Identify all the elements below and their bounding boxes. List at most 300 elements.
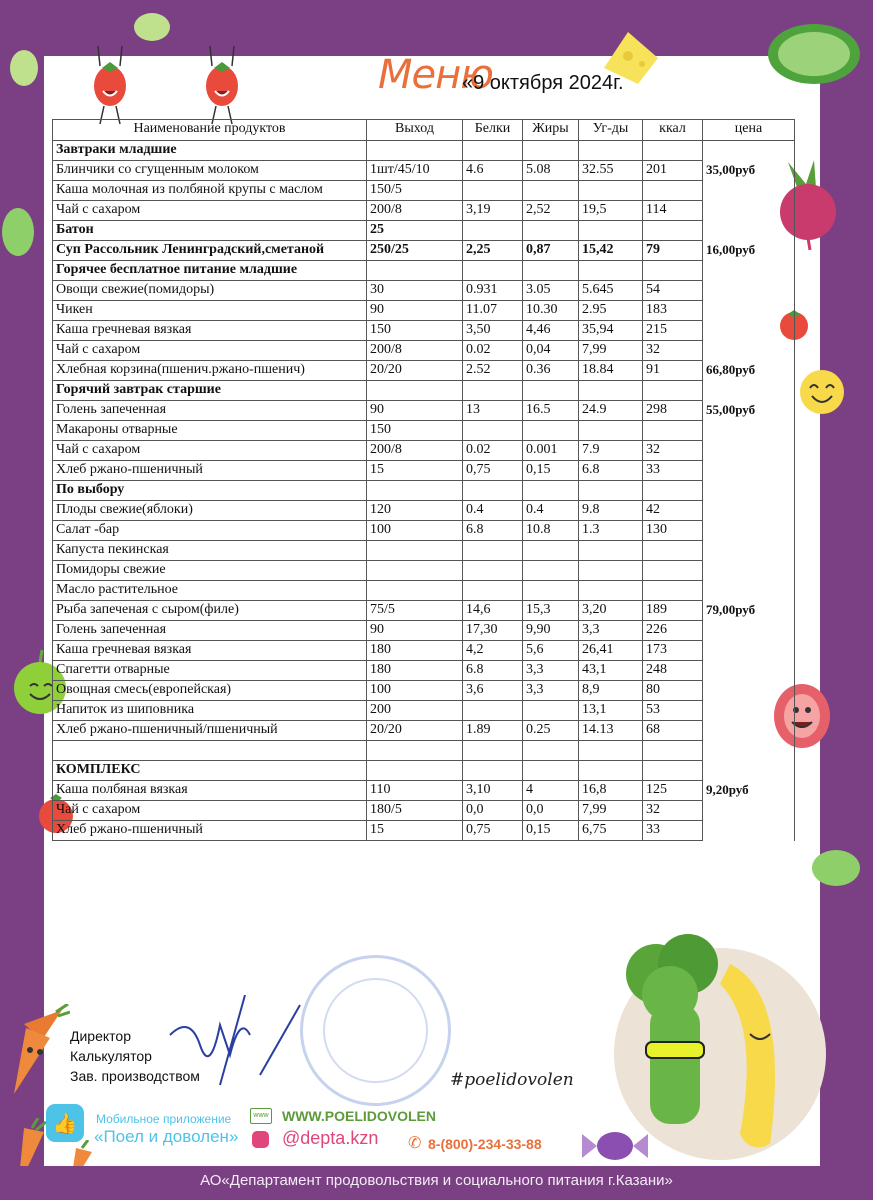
nutrition-cell: 180/5 [367,801,463,821]
nutrition-cell: 226 [643,621,703,641]
section-row [53,261,795,281]
www-icon: www [250,1108,272,1124]
nutrition-cell [463,381,523,401]
nutrition-cell: 16,8 [579,781,643,801]
nutrition-cell: 0,87 [523,241,579,261]
nutrition-cell [367,541,463,561]
nutrition-cell [523,261,579,281]
section-row [53,221,795,241]
instagram-handle[interactable]: @depta.kzn [282,1128,379,1148]
column-header: ккал [643,120,703,141]
price-cell: 66,80руб [703,361,795,381]
nutrition-cell: 125 [643,781,703,801]
nutrition-cell: 0.02 [463,441,523,461]
nutrition-cell: 3,19 [463,201,523,221]
table-header-row [53,120,795,141]
nutrition-cell: 9,90 [523,621,579,641]
product-name: Масло растительное [53,581,367,601]
nutrition-cell: 0.25 [523,721,579,741]
nutrition-cell: 15 [367,461,463,481]
nutrition-cell: 14,6 [463,601,523,621]
price-cell [703,661,795,681]
product-name: Каша гречневая вязкая [53,641,367,661]
table-cell [703,741,795,761]
phone-icon: ✆ [408,1135,422,1152]
nutrition-cell: 24.9 [579,401,643,421]
nutrition-cell: 250/25 [367,241,463,261]
nutrition-cell: 13,1 [579,701,643,721]
nutrition-cell: 32 [643,441,703,461]
nutrition-cell: 90 [367,301,463,321]
nutrition-cell [463,421,523,441]
table-row [53,201,795,221]
price-cell [703,721,795,741]
section-title: Горячее бесплатное питание младшие [53,261,367,281]
product-name: Чикен [53,301,367,321]
price-cell [703,341,795,361]
price-cell [703,221,795,241]
section-title: Завтраки младшие [53,141,367,161]
nutrition-cell: 10.30 [523,301,579,321]
nutrition-cell: 0.4 [523,501,579,521]
table-row [53,441,795,461]
nutrition-cell [579,181,643,201]
nutrition-cell [523,181,579,201]
price-cell [703,561,795,581]
instagram-icon [252,1131,269,1148]
section-row [53,241,795,261]
nutrition-cell [643,541,703,561]
table-row [53,681,795,701]
nutrition-cell: 200/8 [367,201,463,221]
price-cell [703,701,795,721]
nutrition-cell [463,181,523,201]
nutrition-cell: 0,75 [463,821,523,841]
price-cell [703,141,795,161]
nutrition-cell: 6.8 [463,521,523,541]
nutrition-cell: 11.07 [463,301,523,321]
nutrition-cell: 5.645 [579,281,643,301]
nutrition-cell [643,581,703,601]
nutrition-cell: 120 [367,501,463,521]
carrot-mascot-icon [6,1004,70,1100]
nutrition-cell: 3,3 [523,681,579,701]
price-cell [703,621,795,641]
nutrition-cell: 4,46 [523,321,579,341]
nutrition-cell [643,381,703,401]
nutrition-cell [579,481,643,501]
nutrition-cell [643,141,703,161]
table-row [53,521,795,541]
production-label: Зав. производством [70,1068,200,1084]
table-row [53,541,795,561]
nutrition-cell: 43,1 [579,661,643,681]
product-name: Хлеб ржано-пшеничный [53,461,367,481]
nutrition-cell [463,581,523,601]
nutrition-cell: 17,30 [463,621,523,641]
nutrition-cell [523,221,579,241]
product-name: Чай с сахаром [53,801,367,821]
nutrition-cell [579,761,643,781]
product-name: Каша гречневая вязкая [53,321,367,341]
nutrition-cell [579,221,643,241]
nutrition-cell: 3,50 [463,321,523,341]
column-header: Уг-ды [579,120,643,141]
section-row [53,141,795,161]
price-cell [703,501,795,521]
product-name: Голень запеченная [53,621,367,641]
phone-number[interactable]: 8-(800)-234-33-88 [428,1136,542,1152]
page-title: Меню [378,52,493,98]
table-row [53,561,795,581]
nutrition-cell [463,561,523,581]
nutrition-cell: 2.52 [463,361,523,381]
nutrition-cell: 90 [367,621,463,641]
nutrition-cell: 150 [367,321,463,341]
nutrition-cell: 173 [643,641,703,661]
section-title: Батон [53,221,367,241]
nutrition-cell: 5,6 [523,641,579,661]
table-row [53,721,795,741]
nutrition-cell: 1.3 [579,521,643,541]
table-row [53,281,795,301]
nutrition-cell: 4 [523,781,579,801]
price-cell [703,801,795,821]
nutrition-cell: 8,9 [579,681,643,701]
nutrition-cell: 3,3 [523,661,579,681]
nutrition-cell [463,221,523,241]
tomato-mascot-icon [88,46,132,126]
nutrition-cell: 150 [367,421,463,441]
section-row [53,381,795,401]
section-title: КОМПЛЕКС [53,761,367,781]
nutrition-cell: 20/20 [367,361,463,381]
menu-date: «9 октября 2024г. [462,72,624,94]
nutrition-cell [523,481,579,501]
section-title: Суп Рассольник Ленинградский,сметаной [53,241,367,261]
nutrition-cell: 15,3 [523,601,579,621]
nutrition-cell [367,141,463,161]
nutrition-cell [367,261,463,281]
nutrition-cell: 3,10 [463,781,523,801]
nutrition-cell [579,421,643,441]
price-cell: 79,00руб [703,601,795,621]
leaf-icon [8,48,40,88]
nutrition-cell [523,581,579,601]
product-name: Чай с сахаром [53,341,367,361]
nutrition-cell: 0,04 [523,341,579,361]
product-name: Хлеб ржано-пшеничный [53,821,367,841]
table-row [53,161,795,181]
nutrition-cell: 6,75 [579,821,643,841]
nutrition-cell: 3,3 [579,621,643,641]
price-cell [703,541,795,561]
nutrition-cell: 215 [643,321,703,341]
nutrition-cell [523,701,579,721]
nutrition-cell: 4.6 [463,161,523,181]
product-name: Напиток из шиповника [53,701,367,721]
product-name: Хлебная корзина(пшенич.ржано-пшенич) [53,361,367,381]
nutrition-cell [463,701,523,721]
product-name: Чай с сахаром [53,201,367,221]
nutrition-cell: 200 [367,701,463,721]
price-cell [703,481,795,501]
price-cell [703,201,795,221]
product-name: Каша молочная из полбяной крупы с маслом [53,181,367,201]
hashtag-text: #poelidovolen [450,1070,574,1090]
price-cell: 35,00руб [703,161,795,181]
nutrition-cell [579,141,643,161]
nutrition-cell: 32 [643,801,703,821]
table-row [53,181,795,201]
nutrition-cell [643,181,703,201]
nutrition-cell [523,381,579,401]
nutrition-cell: 7,99 [579,341,643,361]
nutrition-cell: 35,94 [579,321,643,341]
product-name: Блинчики со сгущенным молоком [53,161,367,181]
section-row [53,481,795,501]
nutrition-cell [367,381,463,401]
nutrition-cell: 33 [643,821,703,841]
nutrition-cell: 26,41 [579,641,643,661]
nutrition-cell: 1.89 [463,721,523,741]
menu-table-body [53,141,795,841]
table-row [53,821,795,841]
nutrition-cell [523,541,579,561]
table-row [53,781,795,801]
price-cell [703,521,795,541]
table-row [53,461,795,481]
table-row [53,501,795,521]
table-cell [579,741,643,761]
stamp-seal [300,955,451,1106]
product-name: Спагетти отварные [53,661,367,681]
nutrition-cell [463,261,523,281]
product-name: Капуста пекинская [53,541,367,561]
price-cell [703,581,795,601]
nutrition-cell: 13 [463,401,523,421]
product-name: Макароны отварные [53,421,367,441]
section-title: По выбору [53,481,367,501]
nutrition-cell [523,561,579,581]
nutrition-cell [463,541,523,561]
nutrition-cell: 4,2 [463,641,523,661]
column-header: Наименование продуктов [53,120,367,141]
nutrition-cell [463,761,523,781]
nutrition-cell: 0.931 [463,281,523,301]
table-row [53,701,795,721]
nutrition-cell: 15 [367,821,463,841]
table-row [53,621,795,641]
handwritten-signature [160,995,310,1095]
nutrition-cell: 201 [643,161,703,181]
price-cell [703,761,795,781]
website-link[interactable]: WWW.POELIDOVOLEN [282,1108,436,1124]
table-row [53,661,795,681]
nutrition-cell [367,561,463,581]
smiley-lemon-icon [798,368,846,416]
menu-table [52,119,795,841]
nutrition-cell [367,581,463,601]
nutrition-cell: 0,75 [463,461,523,481]
table-row [53,801,795,821]
nutrition-cell: 248 [643,661,703,681]
nutrition-cell: 1шт/45/10 [367,161,463,181]
product-name: Помидоры свежие [53,561,367,581]
nutrition-cell: 42 [643,501,703,521]
nutrition-cell: 9.8 [579,501,643,521]
nutrition-cell: 0,15 [523,461,579,481]
product-name: Рыба запеченая с сыром(филе) [53,601,367,621]
cucumber-slice-icon [766,22,862,86]
nutrition-cell [643,561,703,581]
nutrition-cell [579,381,643,401]
table-row [53,301,795,321]
nutrition-cell: 0.02 [463,341,523,361]
nutrition-cell: 7.9 [579,441,643,461]
director-label: Директор [70,1028,131,1044]
nutrition-cell: 91 [643,361,703,381]
table-row [53,401,795,421]
table-row [53,421,795,441]
nutrition-cell [367,761,463,781]
nutrition-cell: 180 [367,661,463,681]
price-cell [703,321,795,341]
nutrition-cell: 6.8 [463,661,523,681]
nutrition-cell: 30 [367,281,463,301]
price-cell [703,421,795,441]
nutrition-cell [579,261,643,281]
nutrition-cell: 25 [367,221,463,241]
price-cell: 55,00руб [703,401,795,421]
candy-icon [580,1126,650,1166]
nutrition-cell: 68 [643,721,703,741]
product-name: Овощи свежие(помидоры) [53,281,367,301]
product-name: Хлеб ржано-пшеничный/пшеничный [53,721,367,741]
nutrition-cell: 180 [367,641,463,661]
thumbs-up-icon: 👍 [46,1104,84,1142]
nutrition-cell: 20/20 [367,721,463,741]
nutrition-cell: 15,42 [579,241,643,261]
price-cell [703,441,795,461]
table-cell [53,741,367,761]
nutrition-cell: 0,0 [523,801,579,821]
nutrition-cell: 6.8 [579,461,643,481]
nutrition-cell: 200/8 [367,341,463,361]
leaf-icon [0,206,40,258]
nutrition-cell: 79 [643,241,703,261]
nutrition-cell: 114 [643,201,703,221]
table-row [53,581,795,601]
leaf-icon [808,840,864,896]
price-cell [703,261,795,281]
nutrition-cell: 18.84 [579,361,643,381]
nutrition-cell [523,141,579,161]
table-row [53,361,795,381]
nutrition-cell: 0,15 [523,821,579,841]
nutrition-cell: 110 [367,781,463,801]
nutrition-cell: 3,6 [463,681,523,701]
table-row [53,341,795,361]
footer-organization: АО«Департамент продовольствия и социального питания г.Казани» [200,1172,673,1189]
price-cell [703,301,795,321]
price-cell [703,181,795,201]
leaf-icon [132,8,172,46]
price-cell: 9,20руб [703,781,795,801]
product-name: Каша полбяная вязкая [53,781,367,801]
price-cell [703,381,795,401]
nutrition-cell: 5.08 [523,161,579,181]
table-cell [523,741,579,761]
nutrition-cell: 53 [643,701,703,721]
nutrition-cell: 0.4 [463,501,523,521]
nutrition-cell: 54 [643,281,703,301]
table-cell [367,741,463,761]
nutrition-cell [523,421,579,441]
nutrition-cell: 183 [643,301,703,321]
nutrition-cell: 16.5 [523,401,579,421]
nutrition-cell: 2.95 [579,301,643,321]
table-row [53,641,795,661]
nutrition-cell [643,421,703,441]
nutrition-cell: 298 [643,401,703,421]
price-cell [703,821,795,841]
nutrition-cell [643,761,703,781]
column-header: цена [703,120,795,141]
section-row [53,761,795,781]
nutrition-cell: 19,5 [579,201,643,221]
product-name: Голень запеченная [53,401,367,421]
calculator-label: Калькулятор [70,1048,152,1064]
nutrition-cell: 3.05 [523,281,579,301]
product-name: Чай с сахаром [53,441,367,461]
nutrition-cell: 2,25 [463,241,523,261]
price-cell [703,641,795,661]
table-row [53,601,795,621]
nutrition-cell: 0,0 [463,801,523,821]
price-cell [703,681,795,701]
nutrition-cell: 130 [643,521,703,541]
nutrition-cell: 100 [367,521,463,541]
nutrition-cell [463,481,523,501]
nutrition-cell [579,581,643,601]
nutrition-cell [523,761,579,781]
nutrition-cell [643,221,703,241]
nutrition-cell: 189 [643,601,703,621]
nutrition-cell: 80 [643,681,703,701]
price-cell: 16,00руб [703,241,795,261]
nutrition-cell [643,261,703,281]
app-label: Мобильное приложение [96,1112,232,1126]
nutrition-cell: 32 [643,341,703,361]
nutrition-cell: 0.001 [523,441,579,461]
nutrition-cell [643,481,703,501]
nutrition-cell: 32.55 [579,161,643,181]
product-name: Овощная смесь(европейская) [53,681,367,701]
nutrition-cell: 10.8 [523,521,579,541]
price-cell [703,281,795,301]
price-cell [703,461,795,481]
column-header: Белки [463,120,523,141]
table-cell [463,741,523,761]
spacer-row [53,741,795,761]
table-cell [643,741,703,761]
nutrition-cell: 3,20 [579,601,643,621]
nutrition-cell: 33 [643,461,703,481]
app-name: «Поел и доволен» [94,1127,239,1146]
column-header: Жиры [523,120,579,141]
nutrition-cell [579,561,643,581]
